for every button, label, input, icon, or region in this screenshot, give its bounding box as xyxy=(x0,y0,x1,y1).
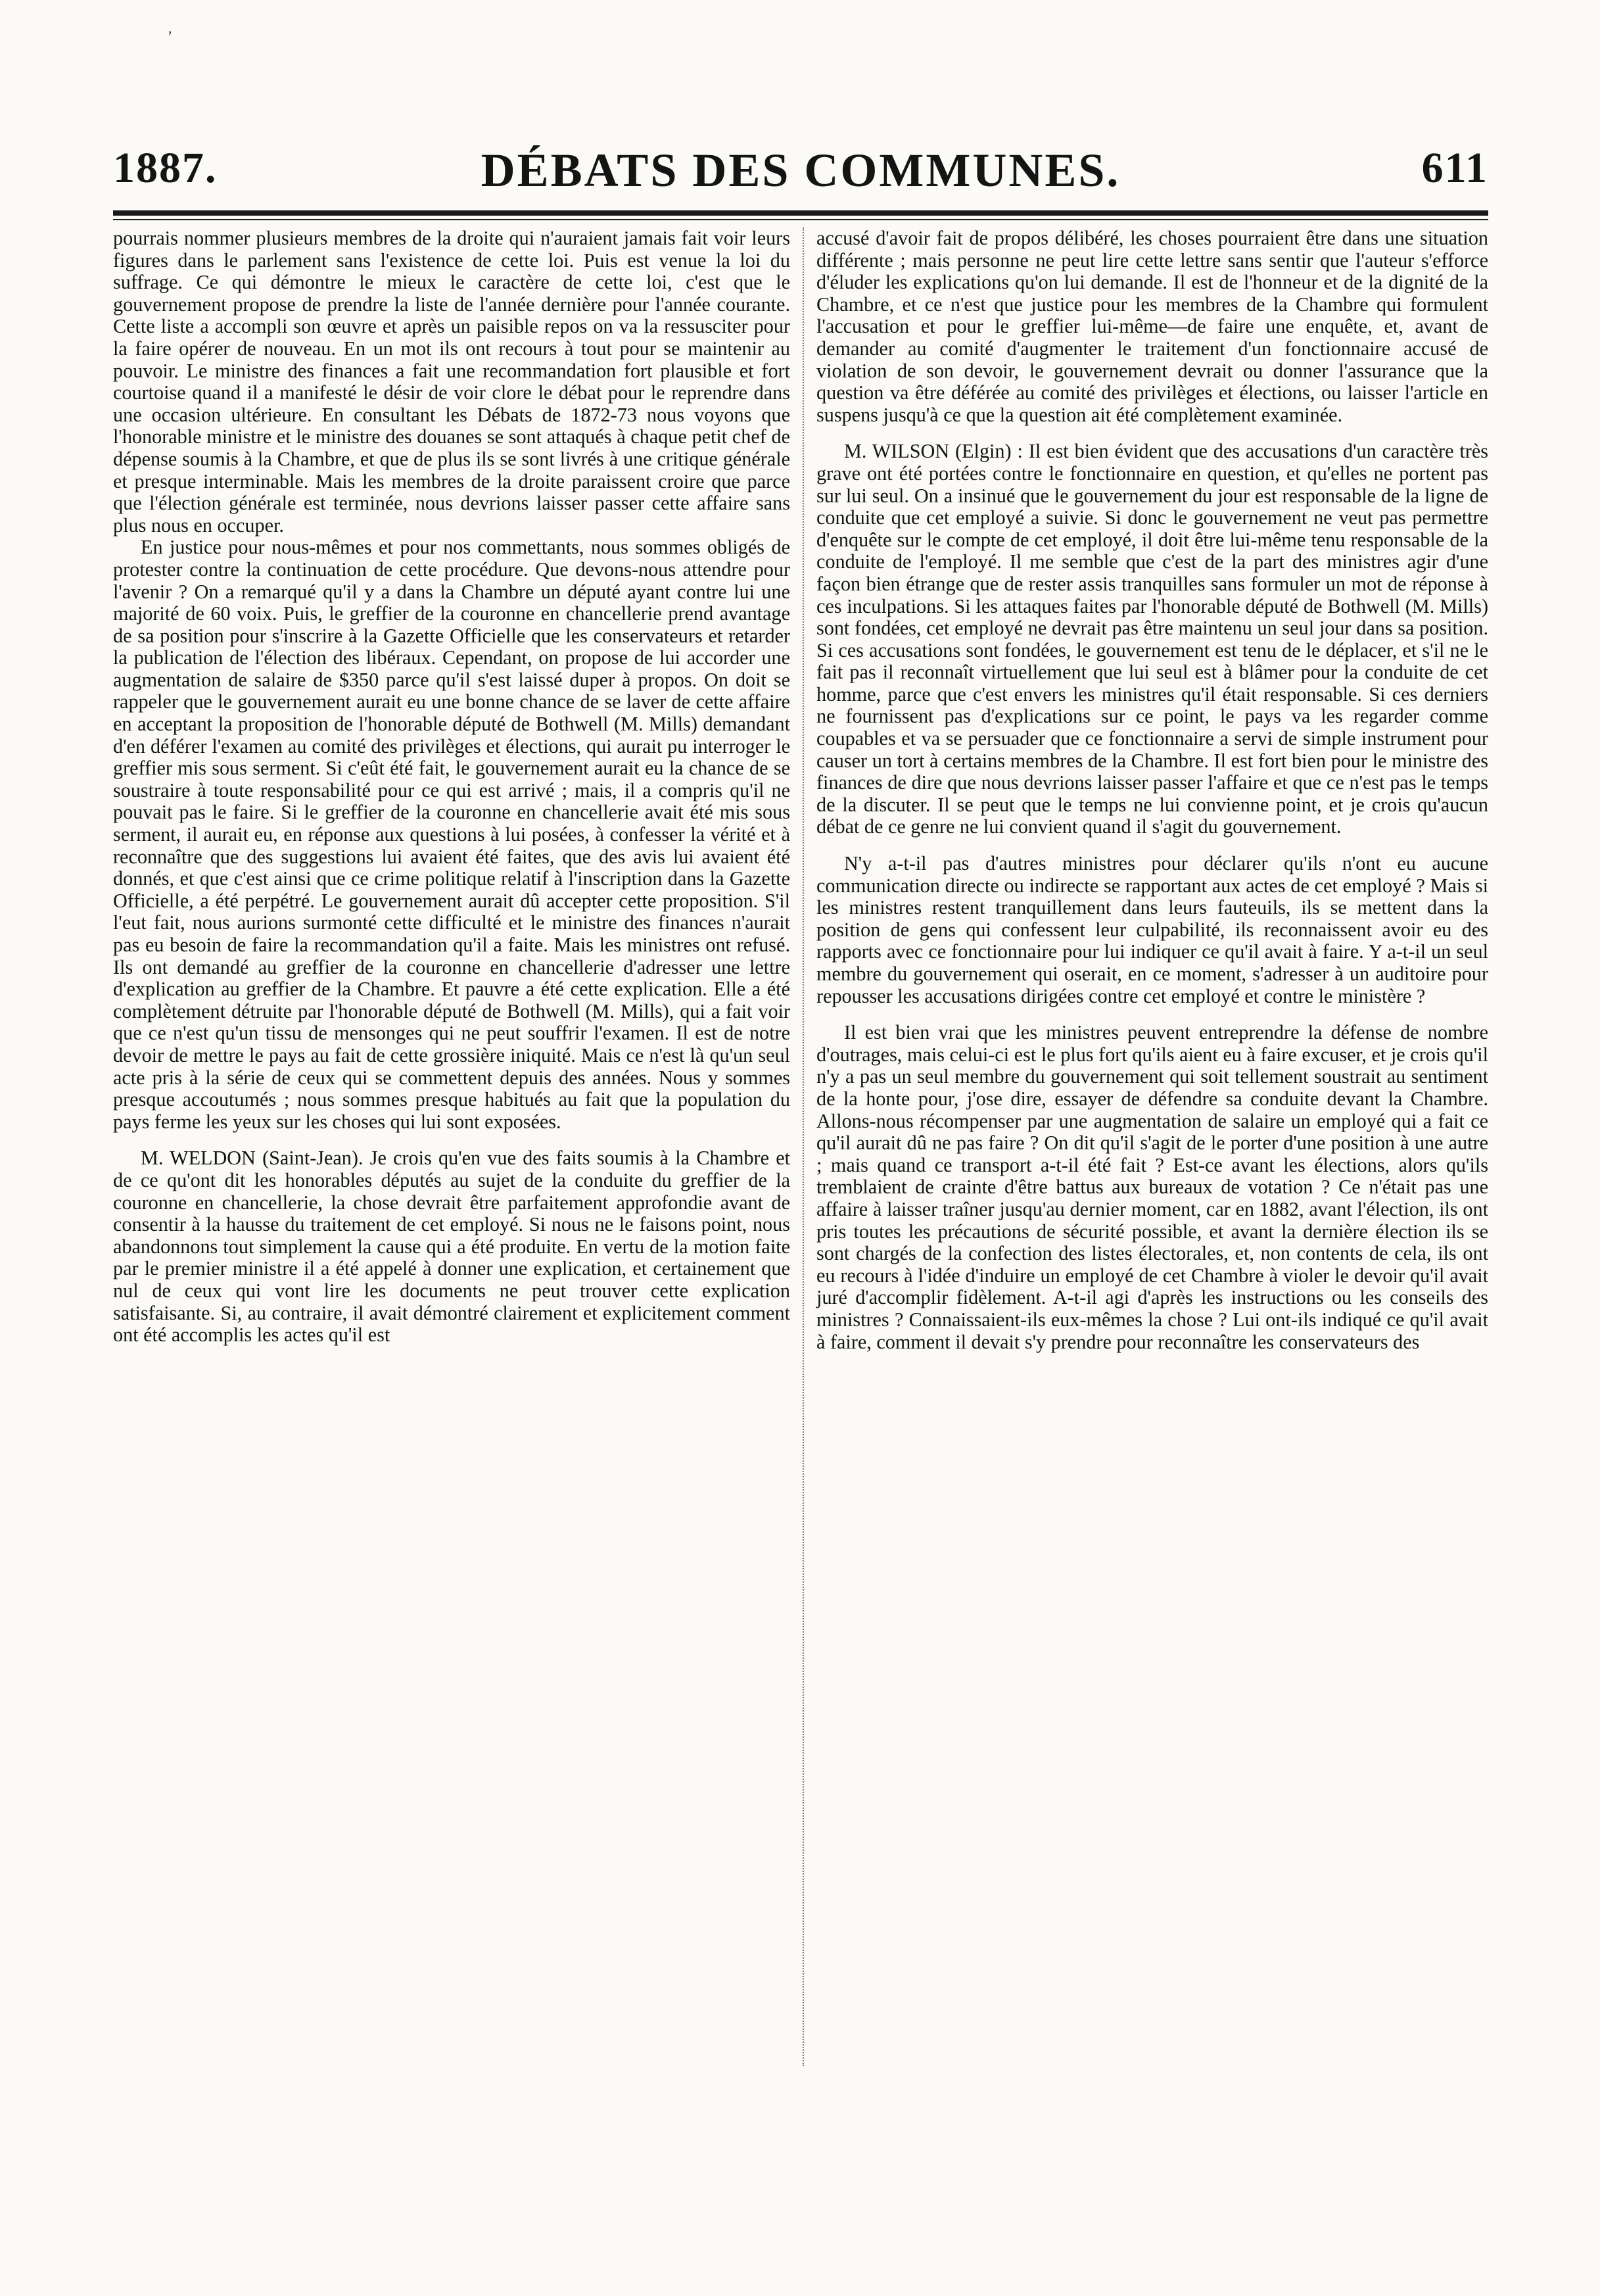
right-paragraph-1: accusé d'avoir fait de propos délibéré, les choses pourraient être dans une situation différente ; mais personne ne peut lire cette lettre sans sentir que l'auteur s'efforce d'éluder les explications qu'on lui demande. Il est de l'honneur et de la dignité de la Chambre, et ce n'est que justice pour les membres de la Chambre qui formulent l'accusation et pour le greffier lui-même—de faire une enquête, et, avant de demander au comité d'augmenter le traitement d'un fonctionnaire accusé de violation de son devoir, le gouvernement devrait ou donner l'assurance que la question va être déférée au comité des privilèges et élections, ou laisser l'article en suspens jusqu'à ce que la question ait été complètement examinée. xyxy=(816,227,1488,426)
left-paragraph-3 xyxy=(113,1147,790,1346)
right-paragraph-3: N'y a-t-il pas d'autres ministres pour déclarer qu'ils n'ont eu aucune communication directe ou indirecte se rapportant aux actes de cet employé ? Mais si les ministres restent tranquillement dans leurs fauteuils, ils se mettent dans la position de gens qui confessent leur culpabilité, ils reconnaissent avoir eu des rapports avec ce fonctionnaire pour lui indiquer ce qu'il avait à faire. Y a-t-il un seul membre du gouvernement qui oserait, en ce moment, s'adresser à un auditoire pour repousser les accusations dirigées contre cet employé et contre le ministère ? xyxy=(816,852,1488,1007)
right-paragraph-4: Il est bien vrai que les ministres peuvent entreprendre la défense de nombre d'outrages, mais celui-ci est le plus fort qu'ils aient eu à faire excuser, et je crois qu'il n'y a pas un seul membre du gouvernement qui soit tellement soustrait au sentiment de la honte pour, j'ose dire, essayer de défendre sa conduite devant la Chambre. Allons-nous récompenser par une augmentation de salaire un employé qui a fait ce qu'il aurait dû ne pas faire ? On dit qu'il s'agit de le porter d'une position à une autre ; mais quand ce transport a-t-il été fait ? Est-ce avant les élections, alors qu'ils tremblaient de crainte d'être battus aux bureaux de votation ? Ce n'était pas une affaire à laisser traîner jusqu'au dernier moment, car en 1882, avant l'élection, ils ont pris toutes les précautions de sécurité possible, et avant la dernière élection ils se sont chargés de la confection des listes électorales, et, non contents de cela, ils ont eu recours à l'idée d'induire un employé de cet Chambre à violer le devoir qu'il avait juré d'accomplir fidèlement. A-t-il agi d'après les instructions ou les conseils des ministres ? Connaissaient-ils eux-mêmes la chose ? Lui ont-ils indiqué ce qu'il avait à faire, comment il devait s'y prendre pour reconnaître les conservateurs des xyxy=(816,1021,1488,1353)
left-column xyxy=(113,227,790,1347)
header-title: DÉBATS DES COMMUNES. xyxy=(481,144,1121,197)
right-paragraph-2-text: (Elgin) : Il est bien évident que des accusations d'un caractère très grave ont été portées contre le fonctionnaire en question, et qu'elles ne portent pas sur lui seul. On a insinué que le gouvernement du jour est responsable de la ligne de conduite que cet employé a suivie. Si donc le gouvernement ne veut pas permettre d'enquête sur le compte de cet employé, il doit être lui-même tenu responsable de la conduite de l'employé. Il me semble que c'est de la part des ministres agir d'une façon bien étrange que de rester assis tranquilles sans formuler un mot de réponse à ces inculpations. Si les attaques faites par l'honorable député de Bothwell (M. Mills) sont fondées, cet employé ne devrait pas être maintenu un seul jour dans sa position. Si ces accusations sont fondées, le gouvernement est tenu de le déplacer, et s'il ne le fait pas il reconnaît virtuellement que lui seul est à blâmer pour la conduite de cet homme, parce que c'est envers les ministres qu'il était responsable. Si ces derniers ne fournissent pas d'explications sur ce point, le pays va les regarder comme coupables et va se persuader que ce fonctionnaire a servi de simple instrument pour causer un tort à certains membres de la Chambre. Il est fort bien pour le ministre des finances de dire que nous devrions laisser passer l'affaire et que ce n'est pas le temps de la discuter. Il se peut que le temps ne lui convienne point, et je crois qu'aucun débat de ce genre ne lui convient quand il s'agit du gouvernement. xyxy=(816,440,1489,838)
page-header xyxy=(113,143,1488,203)
column-divider xyxy=(803,227,805,2066)
page-number: 611 xyxy=(1421,144,1488,192)
speaker-weldon: M. WELDON xyxy=(141,1147,256,1170)
scan-speck: , xyxy=(168,20,172,36)
header-rule-thick xyxy=(113,210,1488,216)
header-year: 1887. xyxy=(113,144,218,192)
right-column xyxy=(816,227,1488,1353)
left-paragraph-3-text: (Saint-Jean). Je crois qu'en vue des faits soumis à la Chambre et de ce qu'ont dit les honorables députés au sujet de la conduite du greffier de la couronne en chancellerie, la chose devrait être parfaitement approfondie avant de consentir à la hausse du traitement de cet employé. Si nous ne le faisons point, nous abandonnons tout simplement la cause qui a été produite. En vertu de la motion faite par le premier ministre il a été appelé à donner une explication, et certainement que nul de ceux qui vont lire les documents ne peut trouver cette explication satisfaisante. Si, au contraire, il avait démontré clairement et explicitement comment ont été accomplis les actes qu'il est xyxy=(113,1147,790,1347)
header-rule-thin xyxy=(113,219,1488,220)
right-paragraph-2 xyxy=(816,441,1488,838)
speaker-wilson: M. WILSON xyxy=(844,440,950,463)
left-paragraph-1: pourrais nommer plusieurs membres de la droite qui n'auraient jamais fait voir leurs figures dans le parlement sans l'existence de cette loi. Puis est venue la loi du suffrage. Ce qui démontre le mieux le caractère de cette loi, c'est que le gouvernement propose de prendre la liste de l'année dernière pour l'année courante. Cette liste a accompli son œuvre et après un paisible repos on va la ressusciter pour la faire opérer de nouveau. En un mot ils ont recours à tout pour se maintenir au pouvoir. Le ministre des finances a fait une recommandation fort plausible et fort courtoise quand il a manifesté le désir de voir clore le débat pour le reprendre dans une occasion ultérieure. En consultant les Débats de 1872-73 nous voyons que l'honorable ministre et le ministre des douanes se sont attaqués à chaque petit chef de dépense soumis à la Chambre, et que de plus ils se sont livrés à une critique générale et presque interminable. Mais les membres de la droite paraissent croire que parce que l'élection générale est terminée, nous devrions laisser passer cette affaire sans plus nous en occuper. xyxy=(113,227,790,537)
left-paragraph-2: En justice pour nous-mêmes et pour nos commettants, nous sommes obligés de protester contre la continuation de cette procédure. Que devons-nous attendre pour l'avenir ? On a remarqué qu'il y a dans la Chambre un député ayant contre lui une majorité de 60 voix. Puis, le greffier de la couronne en chancellerie prend avantage de sa position pour s'inscrire à la Gazette Officielle que les conservateurs et retarder la publication de l'élection des libéraux. Cependant, on propose de lui accorder une augmentation de salaire de $350 parce qu'il s'est laissé duper à propos. On doit se rappeler que le gouvernement aurait eu une bonne chance de se laver de cette affaire en acceptant la proposition de l'honorable député de Bothwell (M. Mills) demandant d'en déférer l'examen au comité des privilèges et élections, qui aurait pu interroger le greffier mis sous serment. Si c'eût été fait, le gouvernement aurait eu la chance de se soustraire à toute responsabilité pour ce qui est arrivé ; mais, il a compris qu'il ne pouvait pas le faire. Si le greffier de la couronne en chancellerie avait été mis sous serment, il aurait eu, en réponse aux questions à lui posées, à confesser la vérité et à reconnaître que des suggestions lui avaient été faites, que des avis lui avaient été donnés, et que c'est ainsi que ce crime politique relatif à l'inscription dans la Gazette Officielle, a été perpétré. Le gouvernement aurait dû accepter cette proposition. S'il l'eut fait, nous aurions surmonté cette difficulté et le ministre des finances n'aurait pas eu besoin de faire la recommandation qu'il a faite. Mais les ministres ont refusé. Ils ont demandé au greffier de la couronne en chancellerie d'adresser une lettre d'explication au greffier de la Chambre. Et pauvre a été cette explication. Elle a été complètement détruite par l'honorable député de Bothwell (M. Mills), qui a fait voir que ce n'est qu'un tissu de mensonges qui ne peut souffrir l'examen. Il est de notre devoir de mettre le pays au fait de cette grossière iniquité. Mais ce n'est là qu'un seul acte pris à la série de ceux qui se commettent depuis des années. Nous y sommes presque accoutumés ; nous sommes presque habitués au fait que la population du pays ferme les yeux sur les choses qui lui sont exposées. xyxy=(113,536,790,1133)
